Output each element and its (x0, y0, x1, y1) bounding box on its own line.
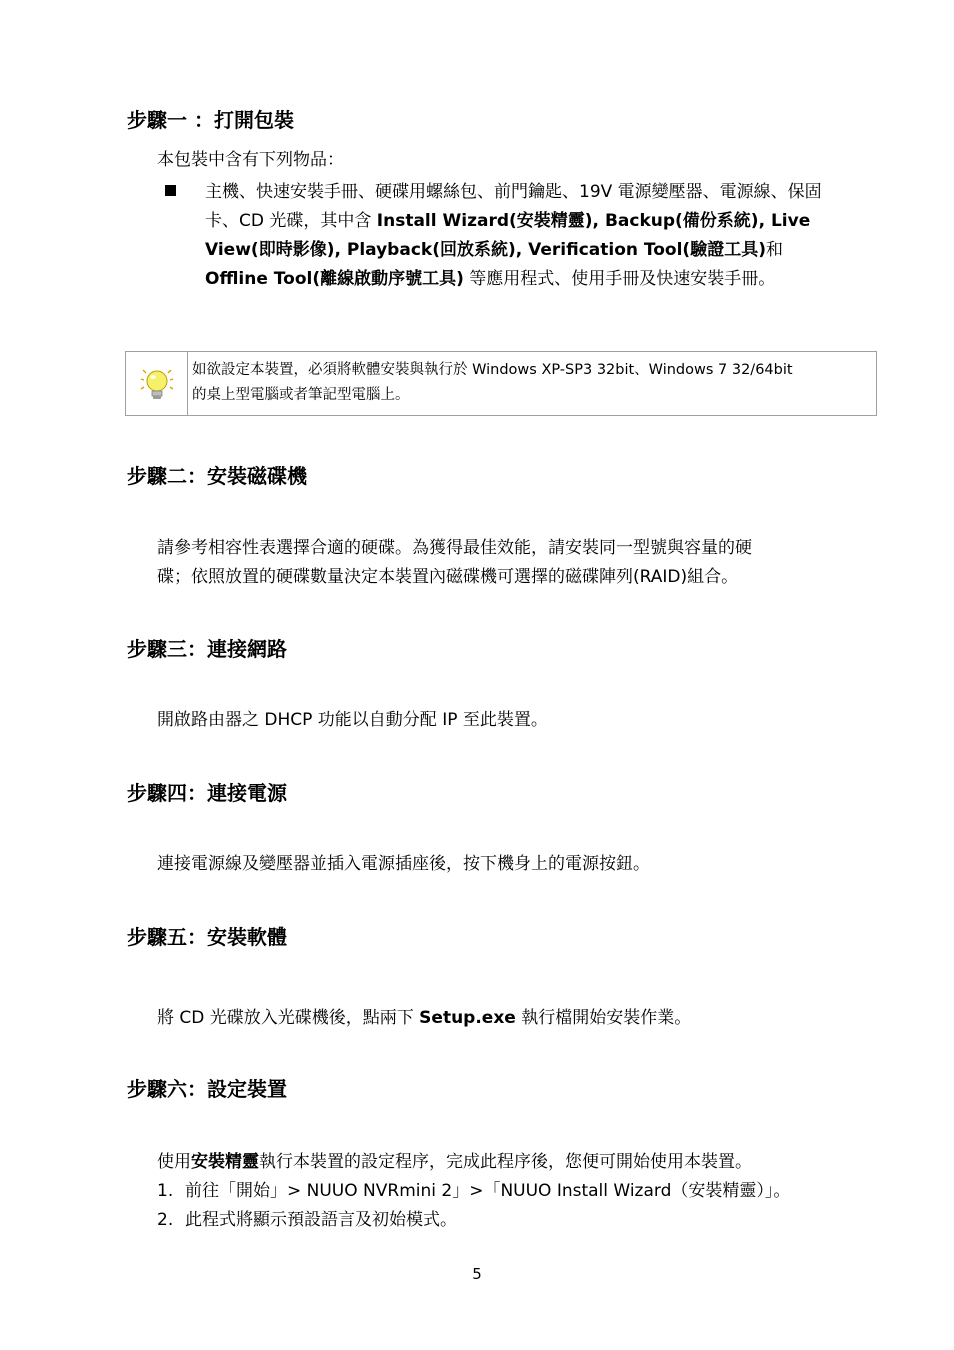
step3-heading: 步驟三：連接網路 (127, 637, 287, 661)
page-number: 5 (472, 1265, 482, 1283)
step6-heading: 步驟六：設定裝置 (127, 1077, 287, 1101)
step4-heading: 步驟四：連接電源 (127, 781, 287, 805)
step3-text: 開啟路由器之 DHCP 功能以自動分配 IP 至此裝置。 (157, 710, 548, 730)
step6-list-item: 2. 此程式將顯示預設語言及初始模式。 (157, 1210, 457, 1230)
note-text: 如欲設定本裝置，必須將軟體安裝與執行於 Windows XP-SP3 32bit、Windows 7 32/64bit 的桌上型電腦或者筆記型電腦上。 (192, 362, 793, 403)
step6-list-item: 1. 前往「開始」> NUUO NVRmini 2」>「NUUO Install Wizard（安裝精靈）」。 (157, 1181, 791, 1201)
step1-heading: 步驟一 ：打開包裝 (127, 108, 294, 132)
step5-heading: 步驟五：安裝軟體 (127, 925, 287, 949)
step2-text-line1: 請參考相容性表選擇合適的硬碟。為獲得最佳效能，請安裝同一型號與容量的硬 (157, 538, 752, 558)
package-contents-text: 主機、快速安裝手冊、硬碟用螺絲包、前門鑰匙、19V 電源變壓器、電源線、保固卡、CD 光碟，其中含 Install Wizard(安裝精靈), Backup(備份系統), Live View(即時影像), Playback(回放系統), Verification Tool(驗證工具)和 Offline Tool(離線啟動序號工具) 等應用程式、使用手冊及快速安裝手冊。 (205, 182, 822, 289)
system-requirement-note (125, 351, 877, 416)
note-icon-cell (126, 352, 188, 415)
lightbulb-icon (140, 367, 174, 403)
square-bullet-icon (165, 185, 176, 196)
step5-text: 將 CD 光碟放入光碟機後，點兩下 Setup.exe 執行檔開始安裝作業。 (157, 1008, 692, 1028)
step2-text-line2: 碟；依照放置的硬碟數量決定本裝置內磁碟機可選擇的磁碟陣列(RAID)組合。 (157, 567, 739, 587)
step2-heading: 步驟二：安裝磁碟機 (127, 464, 307, 488)
step4-text: 連接電源線及變壓器並插入電源插座後，按下機身上的電源按鈕。 (157, 854, 650, 874)
step6-text: 使用安裝精靈執行本裝置的設定程序，完成此程序後，您便可開始使用本裝置。 (157, 1152, 752, 1172)
step1-intro: 本包裝中含有下列物品： (157, 150, 344, 170)
